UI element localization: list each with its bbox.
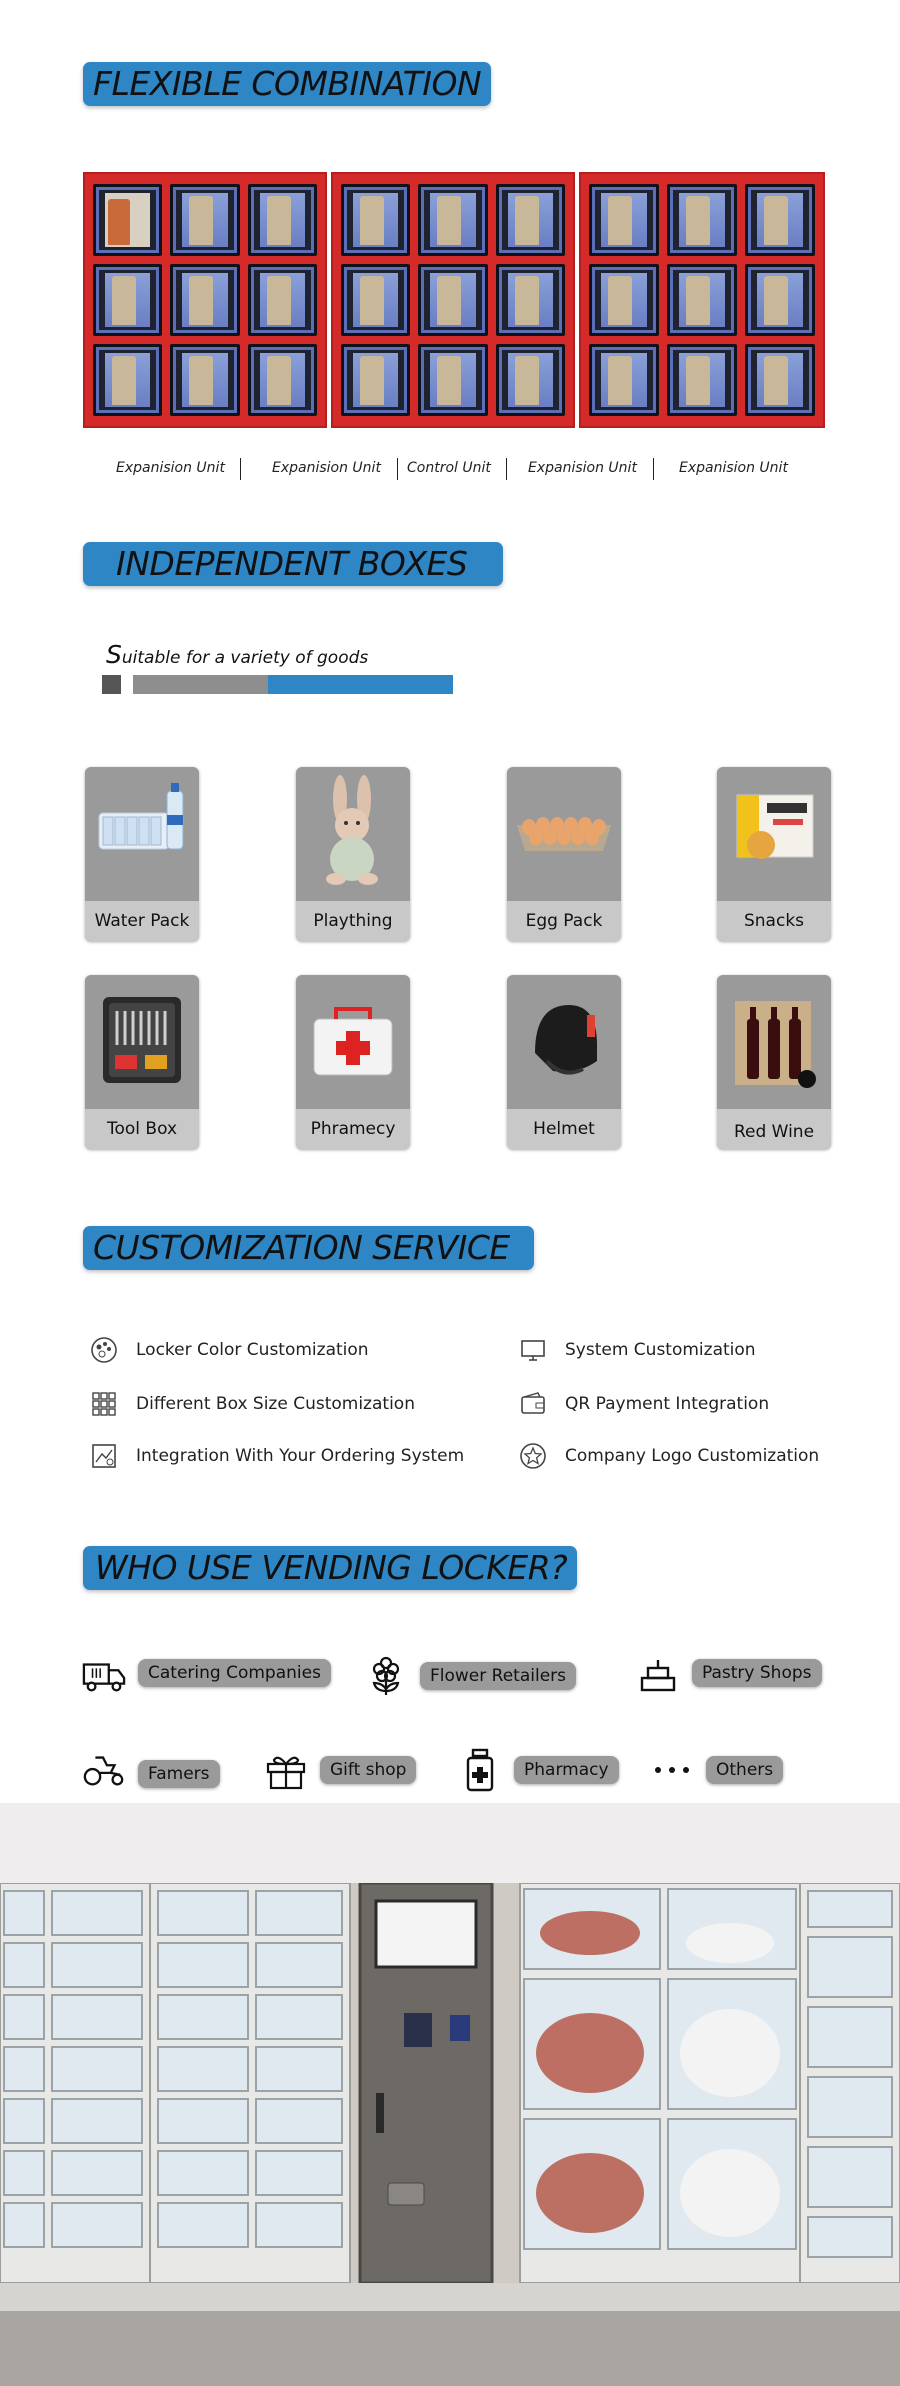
locker-door bbox=[667, 344, 737, 416]
user-type-pill: Famers bbox=[138, 1760, 220, 1788]
customization-item bbox=[519, 1442, 819, 1470]
suitable-caption bbox=[106, 640, 368, 669]
goods-label: Red Wine bbox=[717, 1109, 831, 1149]
section-title-who: WHO USE VENDING LOCKER? bbox=[83, 1546, 577, 1590]
locker-door bbox=[589, 184, 659, 256]
locker-door bbox=[745, 184, 815, 256]
delivery-truck-icon bbox=[82, 1656, 126, 1696]
customization-label: Different Box Size Customization bbox=[136, 1394, 415, 1414]
user-type-item bbox=[650, 1750, 783, 1790]
snack-box-icon bbox=[717, 767, 831, 899]
grid-icon bbox=[90, 1390, 118, 1418]
goods-label: Phramecy bbox=[296, 1109, 410, 1149]
label-divider bbox=[506, 458, 507, 480]
flower-icon bbox=[364, 1656, 408, 1696]
customization-label: System Customization bbox=[565, 1340, 756, 1360]
locker-door bbox=[341, 184, 410, 256]
locker-door bbox=[496, 184, 565, 256]
accent-bar-grey bbox=[133, 675, 268, 694]
user-type-pill: Pharmacy bbox=[514, 1756, 619, 1784]
locker-door bbox=[667, 184, 737, 256]
user-type-pill: Catering Companies bbox=[138, 1659, 331, 1687]
unit-label: Expanision Unit bbox=[528, 460, 637, 476]
label-divider bbox=[397, 458, 398, 480]
suitable-initial: S bbox=[106, 640, 122, 669]
vending-locker-photo bbox=[0, 1883, 900, 2386]
goods-card-tool-box bbox=[85, 975, 199, 1149]
user-type-pill: Flower Retailers bbox=[420, 1662, 576, 1690]
unit-label: Expanision Unit bbox=[116, 460, 225, 476]
integration-icon bbox=[90, 1442, 118, 1470]
unit-label: Expanision Unit bbox=[272, 460, 381, 476]
locker-door bbox=[667, 264, 737, 336]
user-type-item bbox=[264, 1750, 416, 1790]
locker-door bbox=[589, 264, 659, 336]
goods-card-snacks bbox=[717, 767, 831, 941]
goods-card-plaything bbox=[296, 767, 410, 941]
section-title-independent: INDEPENDENT BOXES bbox=[83, 542, 503, 586]
locker-door bbox=[248, 264, 317, 336]
suitable-text: uitable for a variety of goods bbox=[121, 648, 369, 668]
medicine-bottle-icon bbox=[458, 1750, 502, 1790]
goods-label: Water Pack bbox=[85, 901, 199, 941]
customization-label: QR Payment Integration bbox=[565, 1394, 770, 1414]
locker-door bbox=[341, 264, 410, 336]
locker-door bbox=[341, 344, 410, 416]
section-title-customization: CUSTOMIZATION SERVICE bbox=[83, 1226, 534, 1270]
user-type-pill: Others bbox=[706, 1756, 783, 1784]
user-type-pill: Gift shop bbox=[320, 1756, 416, 1784]
first-aid-box-icon bbox=[296, 975, 410, 1107]
customization-label: Company Logo Customization bbox=[565, 1446, 820, 1466]
user-type-item bbox=[82, 1656, 331, 1696]
locker-door bbox=[248, 184, 317, 256]
plush-bunny-icon bbox=[296, 767, 410, 899]
locker-door bbox=[496, 264, 565, 336]
water-pack-icon bbox=[85, 767, 199, 899]
locker-unit-3 bbox=[579, 172, 825, 428]
palette-icon bbox=[90, 1336, 118, 1364]
wallet-icon bbox=[519, 1390, 547, 1418]
goods-label: Plaything bbox=[296, 901, 410, 941]
locker-door bbox=[745, 344, 815, 416]
monitor-icon bbox=[519, 1336, 547, 1364]
locker-door bbox=[93, 344, 162, 416]
customization-item bbox=[519, 1390, 769, 1418]
helmet-icon bbox=[507, 975, 621, 1107]
customization-label: Locker Color Customization bbox=[136, 1340, 369, 1360]
user-type-item bbox=[636, 1656, 822, 1696]
locker-unit-1 bbox=[83, 172, 327, 428]
locker-door bbox=[418, 184, 487, 256]
locker-door bbox=[589, 344, 659, 416]
unit-label: Control Unit bbox=[407, 460, 491, 476]
cake-icon bbox=[636, 1656, 680, 1696]
locker-door bbox=[248, 344, 317, 416]
locker-door bbox=[170, 264, 239, 336]
tractor-icon bbox=[82, 1750, 126, 1790]
locker-door bbox=[170, 184, 239, 256]
unit-label: Expanision Unit bbox=[679, 460, 788, 476]
goods-card-egg-pack bbox=[507, 767, 621, 941]
customization-item bbox=[90, 1442, 464, 1470]
goods-card-helmet bbox=[507, 975, 621, 1149]
goods-label: Tool Box bbox=[85, 1109, 199, 1149]
gift-icon bbox=[264, 1750, 308, 1790]
goods-card-water-pack bbox=[85, 767, 199, 941]
user-type-item bbox=[82, 1750, 220, 1790]
locker-unit-2 bbox=[331, 172, 575, 428]
user-type-item bbox=[458, 1750, 619, 1790]
photo-top-band bbox=[0, 1803, 900, 1883]
section-title-flexible: FLEXIBLE COMBINATION bbox=[83, 62, 491, 106]
locker-door bbox=[170, 344, 239, 416]
customization-label: Integration With Your Ordering System bbox=[136, 1446, 465, 1466]
wine-bottles-icon bbox=[717, 975, 831, 1107]
locker-door bbox=[496, 344, 565, 416]
locker-door bbox=[93, 264, 162, 336]
label-divider bbox=[240, 458, 241, 480]
accent-bar-blue bbox=[268, 675, 453, 694]
locker-combination-image bbox=[83, 172, 825, 428]
accent-square bbox=[102, 675, 121, 694]
locker-door bbox=[745, 264, 815, 336]
customization-item bbox=[90, 1336, 369, 1364]
label-divider bbox=[653, 458, 654, 480]
customization-item bbox=[519, 1336, 756, 1364]
customization-item bbox=[90, 1390, 415, 1418]
egg-tray-icon bbox=[507, 767, 621, 899]
locker-door bbox=[418, 344, 487, 416]
goods-card-red-wine bbox=[717, 975, 831, 1149]
star-badge-icon bbox=[519, 1442, 547, 1470]
locker-door bbox=[418, 264, 487, 336]
goods-card-phramecy bbox=[296, 975, 410, 1149]
more-dots-icon bbox=[650, 1750, 694, 1790]
toolbox-icon bbox=[85, 975, 199, 1107]
goods-label: Helmet bbox=[507, 1109, 621, 1149]
locker-door bbox=[93, 184, 162, 256]
user-type-item bbox=[364, 1656, 576, 1696]
user-type-pill: Pastry Shops bbox=[692, 1659, 822, 1687]
goods-label: Snacks bbox=[717, 901, 831, 941]
goods-label: Egg Pack bbox=[507, 901, 621, 941]
vending-locker-illustration bbox=[0, 1883, 900, 2386]
